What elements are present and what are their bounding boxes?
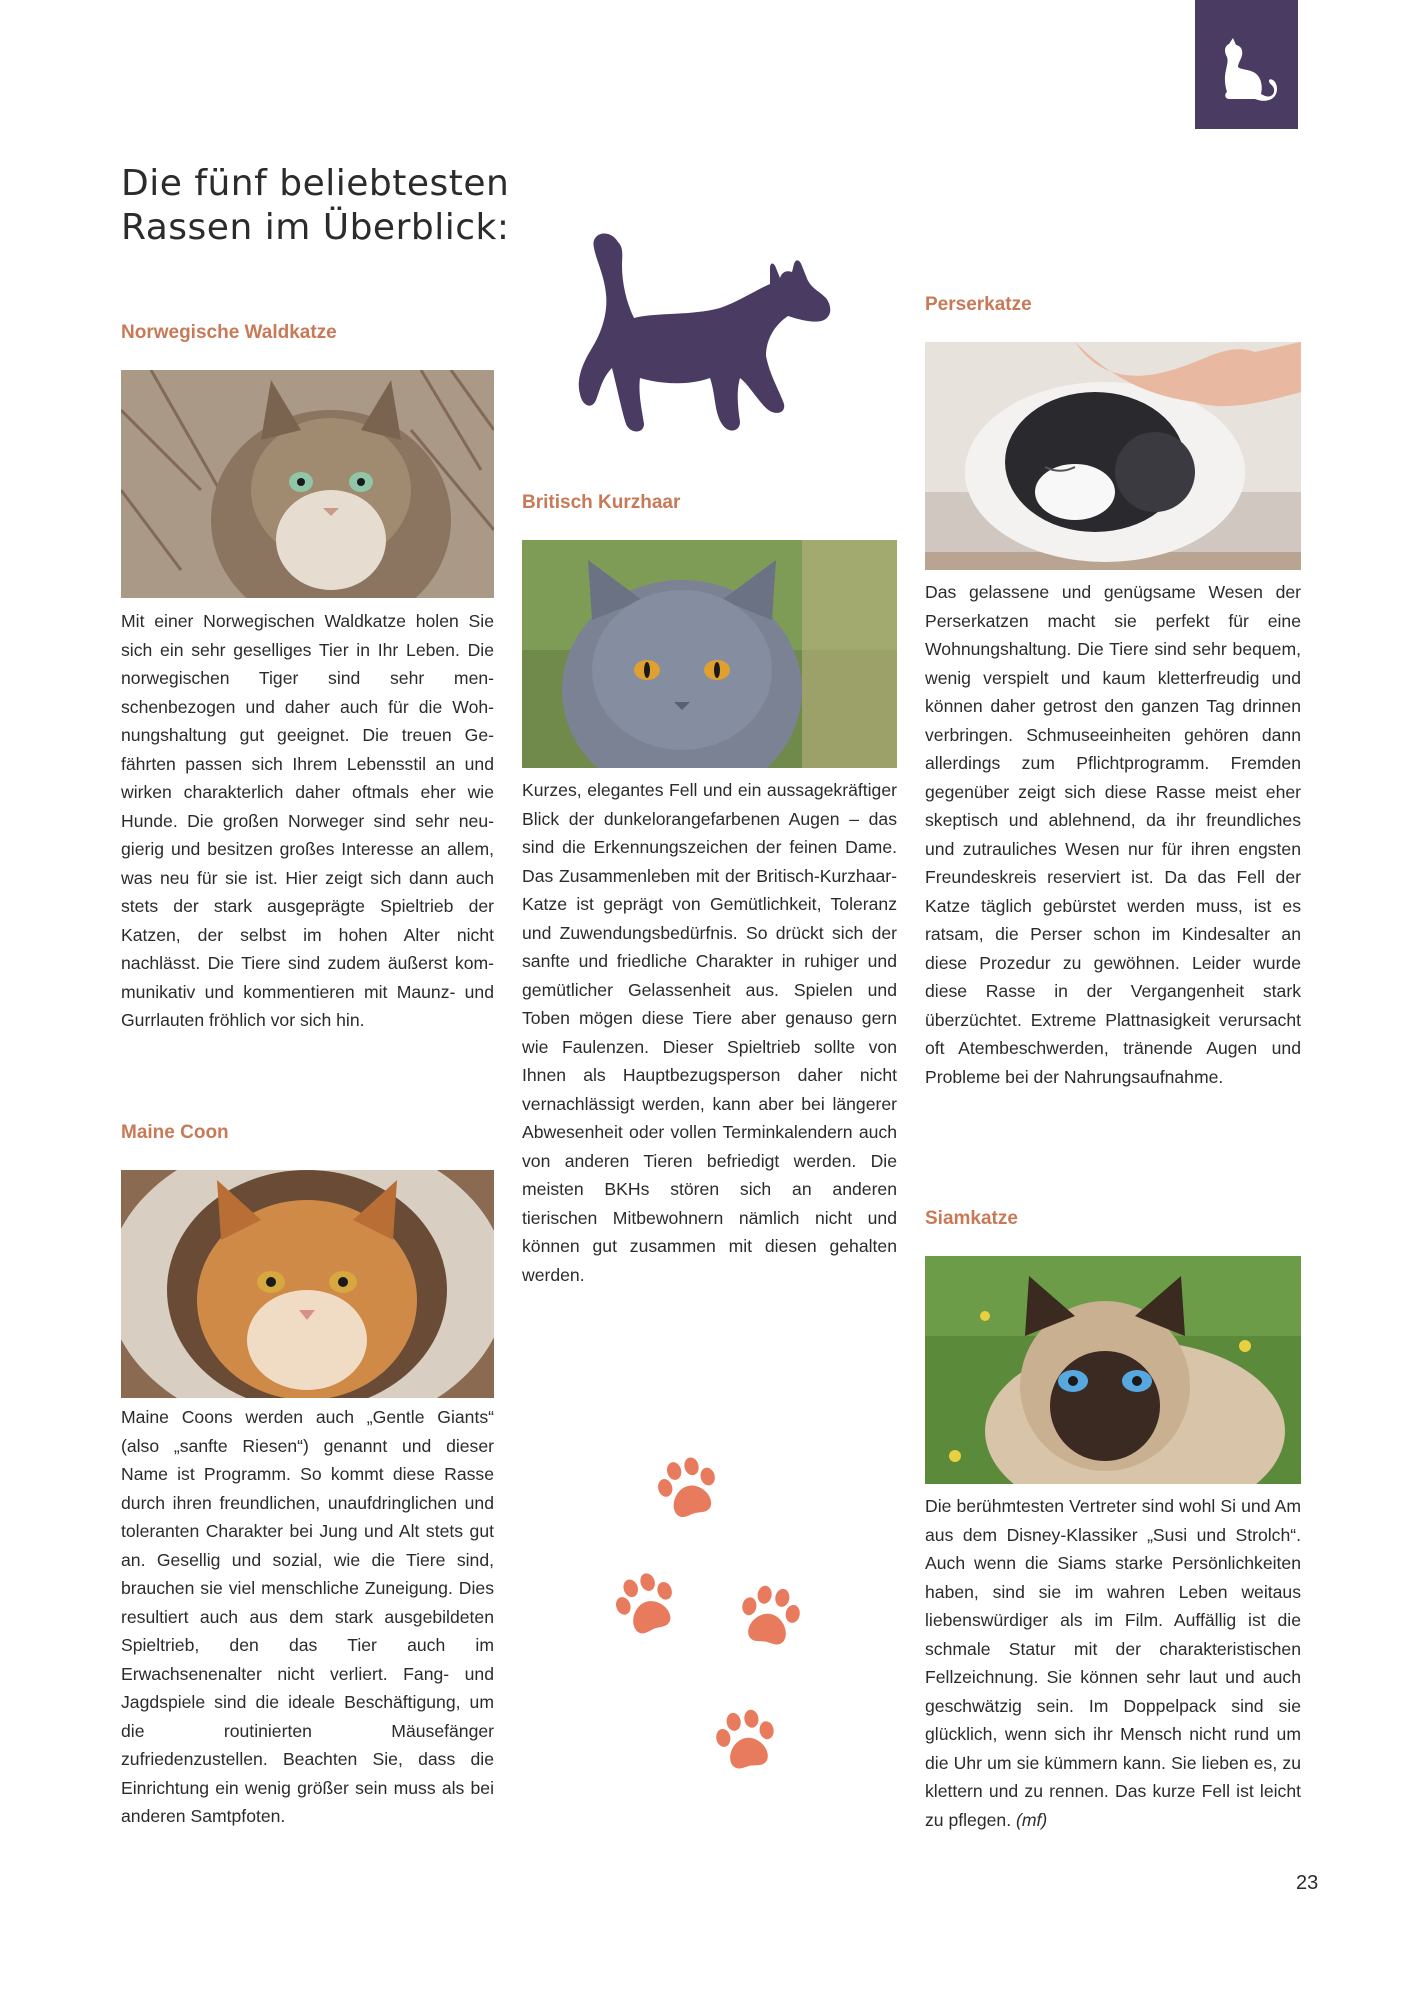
text-siamese (925, 1492, 1301, 1834)
photo-persian-cat (925, 342, 1301, 570)
author-credit: (mf) (1015, 1809, 1048, 1830)
heading-maine-coon: Maine Coon (121, 1122, 229, 1143)
heading-persian: Perserkatze (925, 294, 1032, 315)
paw-print-icon (732, 1578, 808, 1654)
text-persian: Das gelassene und genügsame Wesen der Perserkatzen macht sie perfekt für eine Wohnungshaltung. Die Tiere sind sehr bequem, wenig verspielt und kaum kletterfreudig und können daher getrost den ganzen Tag drinnen verbringen. Schmuseeinheiten gehören dann allerdings zum Pflichtprogramm. Fremden gegenüber zeigt sich diese Rasse meist eher skeptisch und ablehnend, da ihr freundliches und zutrauliches Wesen nur für ihren engsten Freundeskreis reserviert ist. Da das Fell der Katze täglich gebürstet werden muss, ist es ratsam, die Perser schon im Kindesalter an diese Prozedur zu gewöhnen. Leider wurde diese Rasse in der Vergangenheit stark überzüchtet. Extreme Plattnasigkeit verursacht oft Atembeschwerden, tränende Augen und Probleme bei der Nahrungsaufnahme. (925, 582, 1301, 1087)
text-maine-coon: Maine Coons werden auch „Gentle Giants“ (also „sanfte Riesen“) genannt und dieser Name ist Programm. So kommt diese Rasse durch ihren freundlichen, unaufdringlichen und toleranten Charakter bei Jung und Alt stets gut an. Gesellig und sozial, wie die Tiere sind, brauchen sie viel menschliche Zuneigung. Dies resultiert auch aus dem stark ausgebildeten Spieltrieb, den das Tier auch im Erwachsenenalter nicht verliert. Fang- und Jagdspiele sind die ideale Beschäftigung, um die routinierten Mäusefänger zufriedenzustellen. Beachten Sie, dass die Einrichtung ein wenig größer sein muss als bei anderen Samtpfoten. (121, 1407, 494, 1826)
photo-norwegian-forest-cat (121, 370, 494, 598)
corner-tab (1195, 0, 1298, 129)
text-norwegian: Mit einer Norwegischen Waldkatze holen Sie sich ein sehr geselliges Tier in Ihr Leben. Die norwegischen Tiger sind sehr menschenbezogen und daher auch für die Wohnungshaltung gut geeignet. Die treuen Gefährten passen sich Ihrem Lebensstil an und wirken charakterlich daher oftmals eher wie Hunde. Die großen Norweger sind sehr neugierig und besitzen großes Interesse an allem, was neu für sie ist. Hier zeigt sich dann auch stets der stark ausgeprägte Spieltrieb der Katzen, der selbst im hohen Alter nicht nachlässt. Die Tiere sind zudem äußerst kommunikativ und kommentieren mit Maunz- und Gurrlauten fröhlich vor sich hin. (121, 611, 494, 1030)
page-title: Die fünf beliebtesten Rassen im Überblick: (121, 163, 510, 248)
paw-print-icon (708, 1702, 784, 1778)
heading-norwegian: Norwegische Waldkatze (121, 322, 337, 343)
text-british-shorthair: Kurzes, elegantes Fell und ein aussagekräftiger Blick der dunkelorangefarbenen Augen – das sind die Erkennungszeichen der feinen Dame. Das Zusammenleben mit der Britisch-Kurzhaar-Katze ist geprägt von Gemütlichkeit, Toleranz und Zuwendungsbedürfnis. So drückt sich der sanfte und friedliche Charakter in ruhiger und gemütlicher Gelassenheit aus. Spielen und Toben mögen diese Tiere aber genauso gern wie Faulenzen. Dieser Spieltrieb sollte von Ihnen als Hauptbezugsperson daher nicht vernachlässigt werden, kann aber bei längerer Abwesenheit oder vollen Terminkalendern auch von anderen Tieren befriedigt werden. Die meisten BKHs stören sich an anderen tierischen Mitbewohnern nämlich nicht und können gut zusammen mit diesen gehalten werden. (522, 780, 897, 1285)
cat-silhouette-icon (1211, 36, 1281, 106)
photo-maine-coon (121, 1170, 494, 1398)
paw-print-icon (608, 1566, 684, 1642)
heading-siamese: Siamkatze (925, 1208, 1018, 1229)
page-number: 23 (1296, 1872, 1319, 1894)
paw-print-icon (650, 1450, 726, 1526)
heading-british-shorthair: Britisch Kurzhaar (522, 492, 681, 513)
walking-cat-icon (570, 228, 840, 438)
text-siamese-body: Die berühmtesten Vertreter sind wohl Si und Am aus dem Disney-Klassiker „Susi und Strolch“. Auch wenn die Siams starke Persönlichkeiten haben, sind sie im wahren Leben weitaus liebenswürdiger als im Film. Auffällig ist die schmale Statur mit der charakteristischen Fellzeichnung. Sie können sehr laut und auch geschwätzig sein. Im Doppelpack sind sie glücklich, wenn sich ihr Mensch nicht rund um die Uhr um sie kümmern kann. Sie lieben es, zu klettern und zu rennen. Das kurze Fell ist leicht zu pflegen. (925, 1496, 1301, 1830)
photo-siamese-cat (925, 1256, 1301, 1484)
photo-british-shorthair (522, 540, 897, 768)
